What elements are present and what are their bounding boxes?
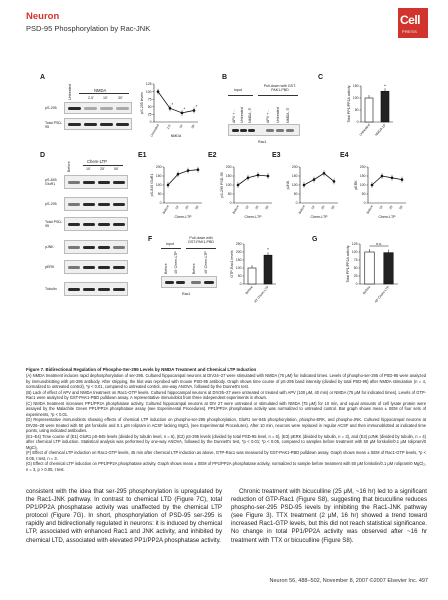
panel-f-pulldown-header: Pull-down with GST-PAK1-PBD (188, 236, 214, 244)
band (113, 223, 125, 226)
band (68, 107, 81, 110)
panel-f-input-header: Input (166, 242, 174, 246)
y-tick-label: 0 (239, 282, 242, 287)
band (98, 203, 110, 206)
y-tick-label: 50 (227, 192, 232, 197)
panel-label-f: F (148, 236, 153, 243)
running-title: PSD-95 Phosphorylation by Rac-JNK (26, 24, 151, 33)
panel-d-blot-3 (64, 217, 128, 231)
y-axis-label: GTP-Rac1 levels (230, 250, 234, 278)
panel-a-lane-untreated: Untreated (68, 84, 72, 100)
band (98, 266, 110, 269)
y-tick-label: 50 (293, 192, 298, 197)
significance-star: * (384, 83, 386, 89)
panel-d-row-4: pJNK (45, 245, 54, 249)
panel-b-row-rac1: Rac1 (258, 140, 267, 144)
y-tick-label: 100 (351, 250, 358, 255)
y-tick-label: 0 (295, 201, 298, 206)
panel-e1-chart (150, 163, 206, 221)
panel-label-e4: E4 (340, 152, 349, 159)
caption-title: Figure 7. Bidirectional Regulation of Phospho-Ser-295 Levels by NMDA Treatment and Chemical LTP Induction (26, 367, 257, 372)
band (83, 181, 95, 184)
band (84, 107, 97, 110)
bar (365, 98, 373, 122)
x-tick-label: 2.5' (165, 123, 172, 130)
y-axis-label: Total PP1/PP2A activity (347, 85, 351, 123)
panel-label-c: C (318, 74, 324, 81)
x-tick-label: Before (231, 204, 240, 215)
y-tick-label: 150 (155, 174, 162, 179)
data-point (333, 180, 336, 183)
panel-d-row-3: Total PSD-95 (45, 220, 63, 228)
x-axis-label: Chem-LTP (310, 215, 328, 219)
panel-f-input-bar (161, 248, 181, 249)
y-tick-label: 0 (355, 282, 358, 287)
y-tick-label: 100 (352, 96, 359, 101)
y-tick-label: 150 (235, 258, 242, 263)
data-point (237, 184, 240, 187)
y-tick-label: 125 (351, 242, 358, 247)
band (113, 203, 125, 206)
data-point (193, 109, 196, 112)
panel-d-blot-6 (64, 282, 128, 296)
band (191, 281, 201, 284)
panel-f-row-rac1: Rac1 (182, 292, 191, 296)
panel-f-lane-2: 40' Chem-LTP (174, 251, 178, 274)
data-point (401, 178, 404, 181)
bar (384, 253, 394, 284)
x-tick-label: Before (161, 204, 170, 215)
y-tick-label: 100 (291, 183, 298, 188)
band (68, 123, 81, 126)
band (84, 123, 97, 126)
panel-d-lane-before: Before (67, 161, 71, 172)
significance-star: * (267, 247, 269, 253)
panel-label-d: D (40, 152, 46, 159)
x-axis-label: Chem-LTP (378, 215, 396, 219)
y-tick-label: 250 (235, 242, 242, 247)
y-tick-label: 50 (237, 274, 242, 279)
band (83, 266, 95, 269)
y-tick-label: 100 (235, 266, 242, 271)
x-axis-label: Chem-LTP (244, 215, 262, 219)
band (68, 203, 80, 206)
data-point (181, 112, 184, 115)
data-point (313, 178, 316, 181)
panel-label-e2: E2 (208, 152, 217, 159)
panel-d-blot-1 (64, 175, 128, 189)
band (68, 181, 80, 184)
x-tick-label: 50' (398, 204, 404, 211)
data-point (177, 173, 180, 176)
band (113, 288, 125, 291)
x-tick-label: 25' (184, 204, 190, 211)
band (68, 223, 80, 226)
band (204, 281, 214, 284)
panel-label-e1: E1 (138, 152, 147, 159)
panel-d-blot-4 (64, 240, 128, 254)
band (248, 129, 255, 132)
series-line (372, 176, 402, 185)
x-tick-label: 10' (378, 204, 384, 211)
data-point (247, 177, 250, 180)
panel-e3-chart (286, 163, 342, 221)
band (98, 246, 110, 249)
caption-paragraph-d: (D) Representative immunoblots showing effects of chemical LTP induction on phospho-ser-295 phosphorylation, GluR1 ser-845 phosphorylation, phospho-ERK, and phospho-JNK. Cultured hippocampal neurons at DIV26–28 were treated with 50 μM forskolin and 0.1 μM rolipram in ACSF lacking MgCl₂ (see Experimental Procedures). After 10 min, neurons were replaced in regular ACSF and then immunoblotted at indicated time points, using indicated antibodies. (26, 417, 426, 434)
band (176, 281, 185, 284)
panel-b-lane-3: NMDA, 5' (248, 107, 252, 123)
bar (248, 268, 256, 284)
figure-caption (26, 367, 426, 472)
data-point (167, 184, 170, 187)
x-tick-label: 25' (388, 204, 394, 211)
series-line (168, 170, 198, 185)
panel-d-blot-5 (64, 260, 128, 274)
panel-b-pulldown-header: Pull-down with GST-PAK1-PBD (263, 84, 297, 92)
panel-b-blot (228, 124, 300, 136)
panel-d-blot-2 (64, 197, 128, 211)
y-tick-label: 0 (149, 120, 152, 125)
band (232, 129, 239, 132)
data-point (169, 107, 172, 110)
journal-name: Neuron (26, 11, 60, 22)
band (240, 129, 247, 132)
band (276, 129, 284, 132)
band (68, 288, 80, 291)
y-tick-label: 200 (235, 250, 242, 255)
panel-f-lane-4: 40' Chem-LTP (204, 251, 208, 274)
panel-label-g: G (312, 236, 318, 243)
panel-a-blot-total (64, 118, 132, 130)
y-axis-label: Total PP1/PP2A activity (346, 245, 350, 283)
y-tick-label: 100 (155, 183, 162, 188)
panel-c-chart (345, 82, 397, 136)
band (266, 129, 274, 132)
panel-f-blot (161, 276, 217, 288)
y-tick-label: 0 (356, 120, 359, 125)
x-tick-label: 30' (190, 123, 196, 130)
x-tick-label: Before (244, 285, 254, 296)
panel-d-treatment-label: Chem-LTP (87, 159, 107, 164)
significance-star: * (171, 101, 174, 107)
y-axis-label: pJNK (286, 180, 290, 190)
x-tick-label: 50' (264, 204, 270, 211)
caption-paragraph-c: (C) NMDA treatment increases PP1/PP2A phosphatase activity. Cultured hippocampal neurons at DIV 27 were untreated or stimulated with NMDA (75 μM) for 10 min, and equal amounts of cell lysate protein were assayed by the Malachite Green PP1/PP2A phosphatase assay (see Experimental Procedures). PP1/PP2A phosphatase activity was normalized to untreated control. Bar graph shows mean ± SEM of four sets of experiments, *p < 0.01. (26, 400, 426, 417)
significance-star: * (183, 106, 186, 112)
panel-a-treatment-label: NMDA (94, 88, 107, 93)
panel-a-blot-ps295 (64, 102, 132, 114)
panel-e4-chart (354, 163, 410, 221)
page-footer: Neuron 56, 488–502, November 8, 2007 ©2007 Elsevier Inc. 497 (269, 578, 428, 584)
caption-paragraph-b: (B) Lack of effect of APV and NMDA treatment on Rac1-GTP levels. Cultured hippocampal neurons at DIV26–27 were untreated or treated with APV (100 μM, 40 min) or NMDA (75 μM for indicated times). Levels of GTP-Rac1 were analyzed by GST-PAK1-PBD pulldown assay. A representative immunoblot from three independent experiments is shown. (26, 389, 426, 401)
band (286, 129, 294, 132)
panel-d-row-5: pERK (45, 265, 55, 269)
y-tick-label: 50 (354, 108, 359, 113)
data-point (381, 175, 384, 178)
y-tick-label: 50 (353, 266, 358, 271)
band (98, 288, 110, 291)
band (83, 203, 95, 206)
panel-f-pulldown-bar (186, 248, 216, 249)
panel-d-row-6: Tubulin (45, 287, 57, 291)
x-tick-label: NMDA 10' (374, 123, 387, 137)
x-tick-label: 25' (320, 204, 326, 211)
y-tick-label: 0 (229, 201, 232, 206)
panel-b-lane-4: APV + ... (266, 108, 270, 123)
panel-f-chart (228, 240, 280, 302)
caption-paragraph-e: (E1–E4) Time course of (E1) GluR1 pS-845 levels (divided by tubulin level, n = 6), (E2) pS-295 levels (divided by total PSD-95 level, n = 6), (E3) pERK (divided by tubulin, n = 3), and (E4) pJNK (divided by tubulin, n = 4) after chemical LTP induction. Statistical analysis was performed by one-way ANOVA, followed by the Dunnett's test, *p < 0.01; *p < 0.05, compared to samples before treatment with 50 μM forskolin/0.1 μM rolipram/0 MgCl₂. (26, 433, 426, 450)
data-point (157, 90, 160, 93)
data-point (391, 177, 394, 180)
x-tick-label: Untreated (358, 123, 371, 137)
y-tick-label: 100 (359, 183, 366, 188)
body-text-left: consistent with the idea that ser-295 phosphorylation is upregulated by the Rac1-JNK pathway. In contrast to chemical LTD (Figure 7C), total PP1/PP2A phosphatase activity was unaffected by the chemical LTP protocol (Figure 7G). In short, phosphorylation of PSD-95 ser-295 is rapidly and bidirectionally regulated in neurons: it is induced by chemical LTP, associated with enhanced Rac1 and JNK activity, and inhibited by chemical LTD, associated with elevated PP1/PP2A phosphatase activity. (26, 488, 222, 544)
y-tick-label: 50 (361, 192, 366, 197)
panel-a-chart (140, 80, 202, 142)
band (98, 223, 110, 226)
data-point (257, 174, 260, 177)
data-point (323, 172, 326, 175)
panel-g-chart (344, 240, 402, 302)
panel-d-lane-25: 25' (100, 167, 105, 171)
significance-label: n.s. (376, 241, 382, 246)
panel-d-row-1: pS-845 GluR1 (45, 178, 57, 186)
y-tick-label: 200 (359, 165, 366, 170)
y-tick-label: 25 (353, 274, 358, 279)
y-tick-label: 150 (291, 174, 298, 179)
band (68, 266, 80, 269)
y-tick-label: 50 (147, 105, 152, 109)
y-axis-label: pS-295 PSD-95 (220, 172, 224, 198)
bar (381, 91, 389, 122)
band (113, 266, 125, 269)
panel-b-lane-1: APV + ... (232, 108, 236, 123)
y-axis-label: pS-845 GluR1 (150, 173, 154, 197)
band (100, 107, 113, 110)
panel-label-e3: E3 (272, 152, 281, 159)
y-tick-label: 200 (225, 165, 232, 170)
x-tick-label: Before (361, 285, 372, 296)
data-point (187, 169, 190, 172)
panel-b-pulldown-bar (258, 95, 298, 96)
y-tick-label: 0 (363, 201, 366, 206)
panel-f-lane-1: Before (164, 263, 168, 274)
series-line (158, 92, 194, 113)
y-tick-label: 125 (145, 82, 152, 87)
y-tick-label: 200 (291, 165, 298, 170)
y-tick-label: 75 (147, 97, 152, 102)
data-point (303, 184, 306, 187)
logo-main-text: Cell (400, 13, 421, 27)
band (165, 281, 174, 284)
panel-b-lane-6: NMDA, 5' (286, 107, 290, 123)
y-tick-label: 25 (147, 112, 152, 117)
panel-a-lane-10: 10' (103, 96, 108, 100)
data-point (371, 184, 374, 187)
y-tick-label: 150 (225, 174, 232, 179)
x-axis-label: NMDA (170, 134, 182, 138)
band (98, 181, 110, 184)
caption-paragraph-g: (G) Effect of chemical LTP induction on PP1/PP2A phosphatase activity. Graph shows mean ± SEM of PP1/PP2A phosphatase activity, normalized to sample before treatment with 50 μM forskolin/0.1 μM rolipram/0 MgCl₂, n = 3, p > 0.05, t test. (26, 461, 426, 472)
y-tick-label: 50 (157, 192, 162, 197)
panel-f-lane-3: Before (192, 263, 196, 274)
series-line (304, 173, 334, 185)
band (116, 123, 129, 126)
band (100, 123, 113, 126)
x-tick-label: 10' (310, 204, 316, 211)
y-axis-label: pERK (354, 180, 358, 190)
panel-a-lane-2-5: 2.5' (88, 96, 94, 100)
caption-paragraph-f: (F) Effect of chemical LTP induction on Rac1-GTP levels, 45 min after chemical LTP induction as above, GTP-Rac1 was measured by GST-PAK1-PBD pulldown assay. Graph shows mean ± SEM of Rac1-GTP levels, *p < 0.05, t test, n = 3. (26, 450, 426, 461)
panel-b-lane-2: Untreated (240, 107, 244, 123)
panel-e2-chart (220, 163, 276, 221)
panel-label-b: B (222, 74, 228, 81)
panel-a-treatment-bar (79, 93, 129, 94)
y-tick-label: 75 (353, 258, 358, 263)
band (113, 246, 125, 249)
y-tick-label: 200 (155, 165, 162, 170)
y-axis-label: pS-295 levels (140, 92, 144, 114)
band (83, 246, 95, 249)
panel-b-input-bar (228, 95, 253, 96)
cell-press-logo (398, 8, 428, 38)
panel-label-a: A (40, 74, 46, 81)
band (83, 223, 95, 226)
y-tick-label: 100 (145, 89, 152, 94)
y-tick-label: 0 (159, 201, 162, 206)
band (113, 181, 125, 184)
panel-d-row-2: pS-295 (45, 202, 57, 206)
y-tick-label: 150 (352, 84, 359, 89)
x-tick-label: 40' Chem-LTP (253, 285, 270, 304)
band (116, 107, 129, 110)
x-tick-label: 40' Chem-LTP (373, 285, 391, 304)
body-text-right: Chronic treatment with bicuculline (25 μM, ~16 hr) led to a significant reduction of GTP-Rac1 (Figure S8), suggesting that bicuculline reduces phospho-ser-295 PSD-95 levels by inhibiting the Rac1-JNK pathway (see Figure 3). TTX treatment (2 μM, 16 hr) showed a trend toward increased Rac1-GTP levels, but this did not reach statistical significance. No change in total PP1/PP2A activity was observed after ~16 hr treatment with TTX or bicuculline (Figure S8). (231, 488, 427, 544)
logo-sub-text: PRESS (402, 29, 418, 34)
band (68, 246, 80, 249)
significance-star: * (195, 103, 198, 109)
y-tick-label: 100 (225, 183, 232, 188)
panel-a-row-ps295: pS-295 (45, 106, 57, 110)
panel-a-row-total: Total PSD-95 (45, 121, 63, 129)
data-point (267, 175, 270, 178)
panel-d-lane-50: 50' (114, 167, 119, 171)
x-tick-label: 50' (194, 204, 200, 211)
x-tick-label: Before (297, 204, 306, 215)
panel-b-lane-5: Untreated (276, 107, 280, 123)
caption-paragraph-a: (A) NMDA treatment induces rapid dephosphorylation of ser-295. Cultured hippocampal neurons at DIV24–27 were stimulated with NMDA (75 μM) for indicated times. Levels of phospho-ser-295 of PSD-95 were analyzed by immunoblotting with pS-295 antibody. After stripping, the blot was reprobed with mouse PSD-95 antibody. Graph shows time course of pS-295 band intensity (divided by total PSD-95) after NMDA stimulation (n = 4, normalized to untreated control), *p < 0.01, compared to untreated control, one-way ANOVA, followed by the Dunnett's test. (26, 373, 426, 390)
x-axis-label: Chem-LTP (174, 215, 192, 219)
series-line (238, 175, 268, 185)
x-tick-label: 10' (178, 123, 184, 130)
x-tick-label: Untreated (149, 123, 160, 138)
bar (365, 252, 375, 284)
y-tick-label: 150 (359, 174, 366, 179)
panel-a-lane-30: 30' (118, 96, 123, 100)
band (83, 288, 95, 291)
x-tick-label: 10' (174, 204, 180, 211)
panel-d-treatment-bar (83, 165, 123, 166)
panel-d-lane-10: 10' (86, 167, 91, 171)
x-tick-label: Before (365, 204, 374, 215)
panel-b-input-header: Input (234, 88, 242, 92)
x-tick-label: 50' (330, 204, 336, 211)
x-tick-label: 10' (244, 204, 250, 211)
data-point (197, 168, 200, 171)
x-tick-label: 25' (254, 204, 260, 211)
bar (264, 255, 272, 284)
